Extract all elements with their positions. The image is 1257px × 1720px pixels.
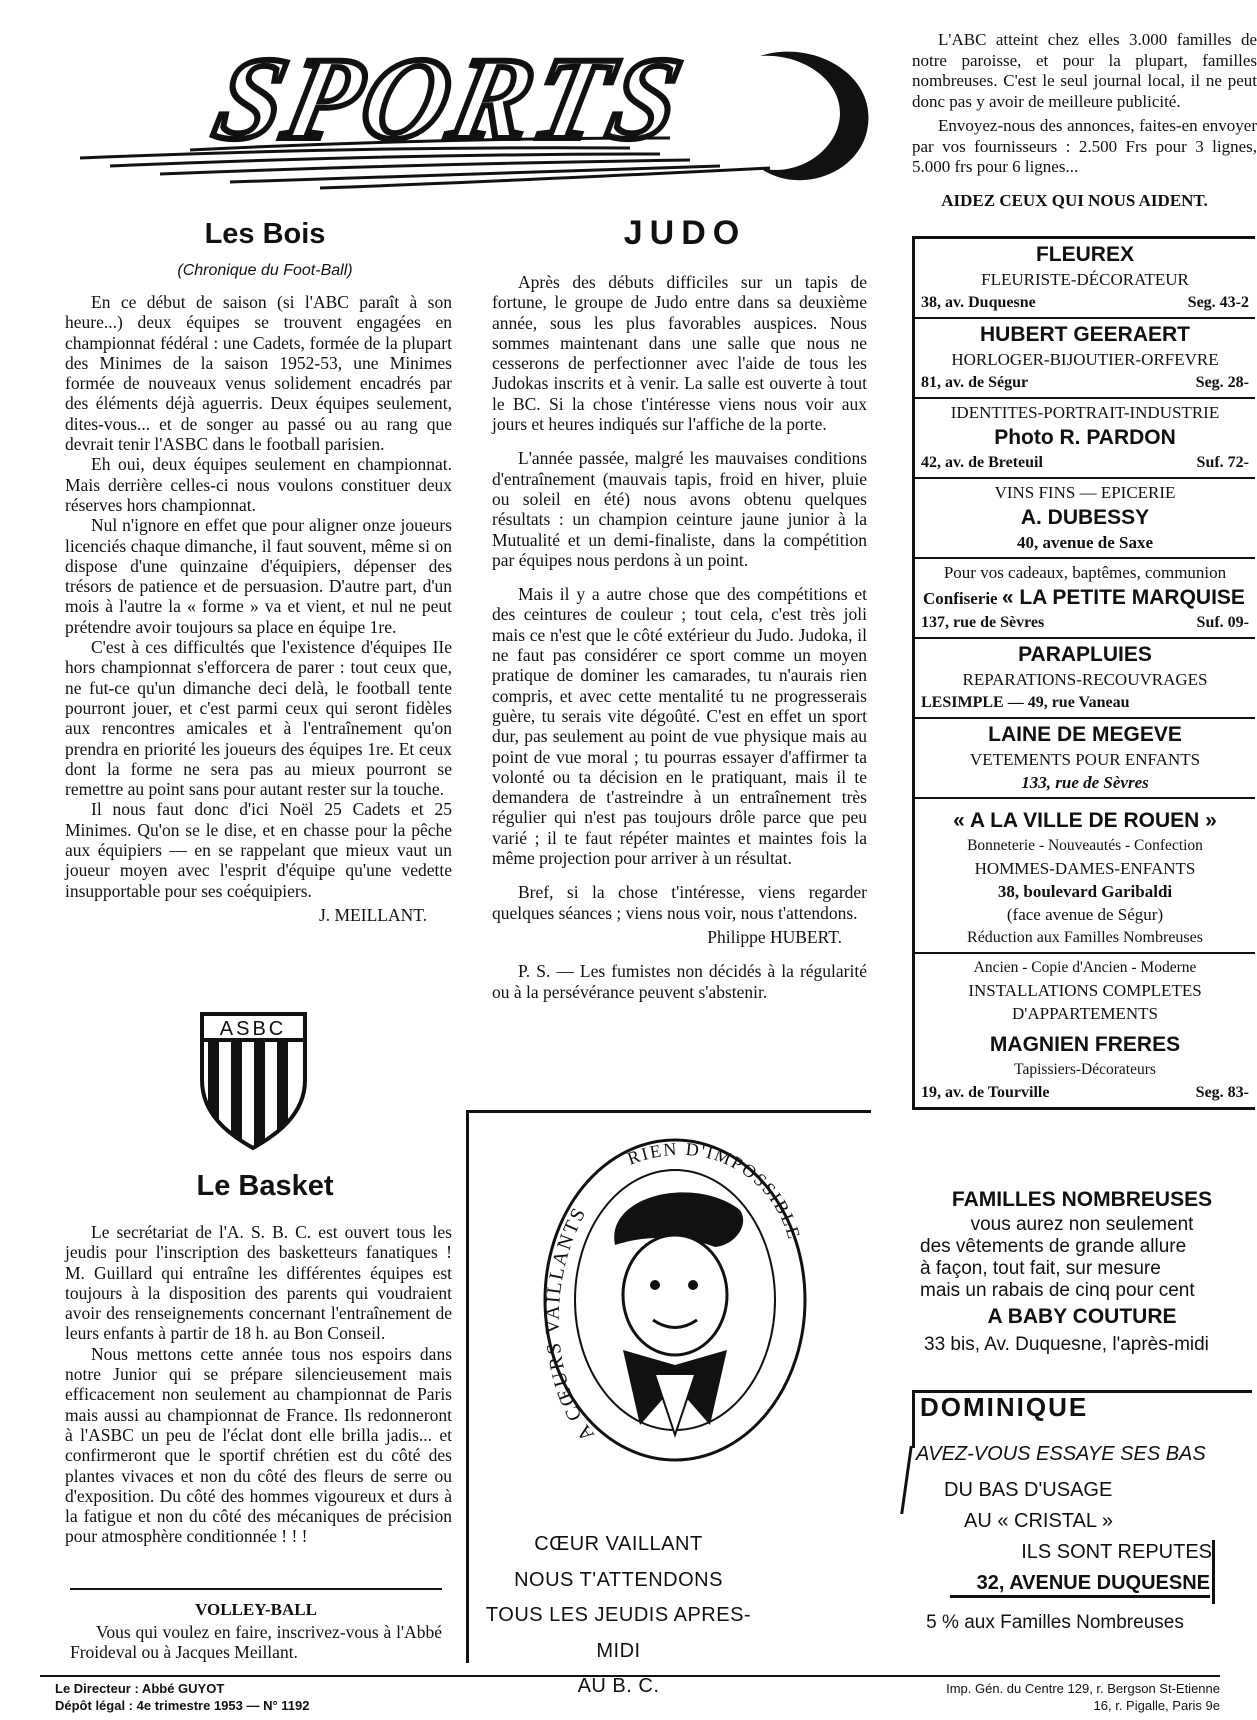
ad-petite-marquise: Pour vos cadeaux, baptêmes, communion Confiserie « LA PETITE MARQUISE 137, rue de Sèvres Suf. 09- bbox=[915, 559, 1255, 639]
footer-depot: Dépôt légal : 4e trimestre 1953 — N° 1192 bbox=[55, 1698, 310, 1713]
dominique-title: DOMINIQUE bbox=[920, 1392, 1089, 1422]
judo-para: Mais il y a autre chose que des compétitions et des ceintures de couleur ; tout cela, c'est très joli mais ce n'est que le côté extérieur du Judo. Judoka, il ne faut pas considérer ce sport comme un moyen pratique de dominer les camarades, tu n'aurais rien compris, et avec cette mentalité tu ne progresserais guère, tu serais vite dégoûté. C'est en effet un sport dur, pas seulement au point de vue physique mais au point de vue moral ; tu pourras essayer d'affirmer ta volonté ou ta décision en le pratiquant, mais il te demandera de t'astreindre à un entraînement très régulier qui n'est pas toujours drôle parce que peu varié ; il te faut répéter maintes et maintes fois la même projection pour arriver à un résultat. bbox=[492, 584, 867, 869]
volley-text: Vous qui voulez en faire, inscrivez-vous à l'Abbé Froideval ou à Jacques Meillant. bbox=[70, 1622, 442, 1663]
dominique-box-left bbox=[912, 1390, 915, 1448]
boy-portrait-icon bbox=[535, 1135, 815, 1465]
dominique-right-rule bbox=[1212, 1540, 1215, 1604]
basket-article bbox=[65, 1222, 452, 1547]
notice-slogan: AIDEZ CEUX QUI NOUS AIDENT. bbox=[941, 190, 1208, 210]
cv-line: CŒUR VAILLANT bbox=[534, 1533, 703, 1555]
footer-director: Le Directeur : Abbé GUYOT bbox=[55, 1681, 225, 1696]
les-bois-para: En ce début de saison (si l'ABC paraît à son heure...) deux équipes se trouvent engagées en championnat fédéral : une Cadets, formée de la plupart des Minimes de la saison 1952-53, une Minimes formée de nouveaux venus solidement encadrés par des éléments déjà aguerris. Deux équipes seulement, dites-vous... et de songer au passé ou au rang que devrait tenir l'ASBC dans le football parisien. bbox=[65, 292, 452, 455]
baby-title: FAMILLES NOMBREUSES bbox=[951, 1188, 1213, 1211]
ad-dubessy: VINS FINS — EPICERIE A. DUBESSY 40, avenue de Saxe bbox=[915, 479, 1255, 559]
top-notice bbox=[912, 30, 1257, 211]
basket-para: Nous mettons cette année tous nos espoirs dans notre Junior qui se prépare silencieusement mais efficacement non seulement au championnat de Paris mais aussi au championnat de France. Ils redonneront à l'ASBC un peu de l'éclat dont elle brilla jadis... et confirmeront que le sportif chrétien est du côté des plantes vivaces et non du côté des fleurs de serre ou d'exposition. Du côté des hommes vigoureux et durs à la fatigue et non du côté des mécaniques de précision pour atmosphère conditionnée ! ! ! bbox=[65, 1343, 452, 1547]
les-bois-article bbox=[65, 292, 452, 925]
judo-para: Après des débuts difficiles sur un tapis de fortune, le groupe de Judo entre dans sa deuxième année, sous les plus favorables auspices. Nous sommes maintenant dans une salle que nous ne cesserons de perfectionner avec l'aide de tous les Judokas inscrits et à venir. La salle est ouverte à tout le BC. Si la chose t'intéresse viens nous voir aux jours et heures indiqués sur l'affiche de la porte. bbox=[492, 272, 867, 435]
asbc-crest bbox=[196, 1010, 311, 1150]
dominique-divider bbox=[900, 1446, 913, 1514]
judo-para: L'année passée, malgré les mauvaises conditions d'entraînement (mauvais tapis, froid en hiver, pluie ou soleil en été) nous avons obtenu quelques résultats : un champion ceinture jaune junior à la Mutualité et un demi-finaliste, dans la compétition par équipes nous perdons à un point. bbox=[492, 448, 867, 570]
cv-line: TOUS LES JEUDIS APRES-MIDI bbox=[485, 1604, 752, 1662]
ad-fleurex: FLEUREX FLEURISTE-DÉCORATEUR 38, av. Duquesne Seg. 43-2 bbox=[915, 239, 1255, 319]
ad-magnien: Ancien - Copie d'Ancien - Moderne INSTALLATIONS COMPLETES D'APPARTEMENTS MAGNIEN FRERES Tapissiers-Décorateurs 19, av. de Tourville Seg. 83- bbox=[921, 959, 1249, 1101]
coeur-vaillant-badge bbox=[535, 1135, 815, 1465]
footer-printer2: 16, r. Pigalle, Paris 9e bbox=[1093, 1698, 1220, 1713]
baby-line: à façon, tout fait, sur mesure bbox=[920, 1258, 1161, 1279]
notice-para1: L'ABC atteint chez elles 3.000 familles de notre paroisse, et pour la plupart, familles nombreuses. C'est le seul journal local, il ne peut donc pas y avoir de meilleure publicité. bbox=[912, 30, 1257, 111]
les-bois-para: Nul n'ignore en effet que pour aligner onze joueurs licenciés chaque dimanche, il faut souvent, même si on dispose d'une quinzaine d'équipiers, dépenser des trésors de patience et de persuasion. D'autre part, d'un mois à l'autre la « forme » va et vient, et nul ne peut prétendre avoir toujours sa place en équipe 1re. bbox=[65, 515, 452, 637]
les-bois-para: C'est à ces difficultés que l'existence d'équipes IIe hors championnat s'efforcera de parer : tout ceux que, ne fut-ce qu'un dimanche deci delà, le football tente pourront jouer, et c'est parmi ceux qui seront fidèles aux rencontres amicales et à l'entraînement qu'on prendra en priorité les joueurs des équipes 1re. Et ceux dont la forme ne sera pas au mieux pourront se remettre au point sans pour autant rester sur la touche. bbox=[65, 637, 452, 800]
basket-title: Le Basket bbox=[196, 1170, 334, 1202]
cv-line: AU B. C. bbox=[577, 1675, 660, 1697]
les-bois-title: Les Bois bbox=[204, 218, 326, 250]
svg-text:RIEN D'IMPOSSIBLE: RIEN D'IMPOSSIBLE bbox=[624, 1138, 805, 1243]
dominique-address: 32, AVENUE DUQUESNE bbox=[950, 1572, 1210, 1598]
judo-para: Bref, si la chose t'intéresse, viens regarder quelques séances ; viens nous voir, nous t'attendons. bbox=[492, 882, 867, 923]
ad-pardon: IDENTITES-PORTRAIT-INDUSTRIE Photo R. PARDON 42, av. de Breteuil Suf. 72- bbox=[915, 399, 1255, 479]
dominique-discount: 5 % aux Familles Nombreuses bbox=[926, 1612, 1184, 1633]
ads-box bbox=[912, 236, 1255, 1110]
footer-rule bbox=[40, 1675, 1220, 1677]
svg-text:SPORTS: SPORTS bbox=[204, 33, 696, 164]
basket-para: Le secrétariat de l'A. S. B. C. est ouvert tous les jeudis pour l'inscription des basketteurs fanatiques ! M. Guillard qui entraîne les différentes équipes est toujours à la disposition des parents qui voudraient avoir des renseignements concernant l'entraînement de leurs enfants à partir de 18 h. au Bon Conseil. bbox=[65, 1222, 452, 1344]
judo-signature: Philippe HUBERT. bbox=[707, 926, 842, 947]
dom-line: ILS SONT REPUTES bbox=[1021, 1541, 1212, 1563]
ad-parapluies: PARAPLUIES REPARATIONS-RECOUVRAGES LESIMPLE — 49, rue Vaneau bbox=[915, 639, 1255, 719]
sports-banner bbox=[70, 28, 870, 203]
judo-title: JUDO bbox=[623, 214, 747, 252]
baby-line: mais un rabais de cinq pour cent bbox=[920, 1280, 1195, 1301]
ad-geeraert: HUBERT GEERAERT HORLOGER-BIJOUTIER-ORFEVRE 81, av. de Ségur Seg. 28- bbox=[915, 319, 1255, 399]
svg-text:ASBC: ASBC bbox=[219, 1018, 287, 1040]
cv-line: NOUS T'ATTENDONS bbox=[514, 1568, 723, 1591]
dominique-tagline: AVEZ-VOUS ESSAYE SES BAS bbox=[916, 1443, 1206, 1465]
les-bois-subtitle: (Chronique du Foot-Ball) bbox=[177, 262, 353, 279]
sports-logo-icon bbox=[70, 28, 870, 203]
baby-line: vous aurez non seulement bbox=[970, 1214, 1194, 1235]
svg-text:A CŒURS VAILLANTS: A CŒURS VAILLANTS bbox=[541, 1202, 599, 1446]
baby-line: des vêtements de grande allure bbox=[920, 1236, 1187, 1257]
les-bois-para: Il nous faut donc d'ici Noël 25 Cadets et 25 Minimes. Qu'on se le dise, et en chasse pour la pêche aux équipiers — en se rappelant que mieux vaut un joueur moyen avec l'esprit d'équipe qu'une vedette insupportable pour ses coéquipiers. bbox=[65, 799, 452, 901]
dominique-lines bbox=[912, 1475, 1212, 1568]
coeur-vaillant-text bbox=[466, 1527, 771, 1705]
dom-line: DU BAS D'USAGE bbox=[944, 1479, 1113, 1501]
baby-couture-ad bbox=[912, 1180, 1252, 1358]
judo-ps: P. S. — Les fumistes non décidés à la régularité ou à la persévérance peuvent s'abstenir. bbox=[492, 961, 867, 1002]
judo-article bbox=[492, 272, 867, 1002]
les-bois-signature: J. MEILLANT. bbox=[318, 904, 427, 925]
footer-printer1: Imp. Gén. du Centre 129, r. Bergson St-Etienne bbox=[946, 1681, 1220, 1696]
ad-ville-rouen: « A LA VILLE DE ROUEN » Bonneterie - Nouveautés - Confection HOMMES-DAMES-ENFANTS 38, boulevard Garibaldi (face avenue de Ségur) Réduction aux Familles Nombreuses bbox=[915, 799, 1255, 954]
dom-line: AU « CRISTAL » bbox=[964, 1510, 1113, 1532]
volley-title: VOLLEY-BALL bbox=[195, 1600, 317, 1619]
baby-shop: A BABY COUTURE bbox=[987, 1305, 1177, 1328]
volley-rule bbox=[70, 1588, 442, 1590]
les-bois-para: Eh oui, deux équipes seulement en championnat. Mais derrière celles-ci nous voulons constituer deux réserves hors championnat. bbox=[65, 454, 452, 515]
notice-para2: Envoyez-nous des annonces, faites-en envoyer par vos fournisseurs : 2.500 Frs pour 3 lignes, 5.000 frs pour 6 lignes... bbox=[912, 116, 1257, 176]
shield-icon bbox=[196, 1010, 311, 1150]
ad-laine-megeve: LAINE DE MEGEVE VETEMENTS POUR ENFANTS 133, rue de Sèvres bbox=[915, 719, 1255, 799]
baby-address: 33 bis, Av. Duquesne, l'après-midi bbox=[924, 1334, 1209, 1355]
